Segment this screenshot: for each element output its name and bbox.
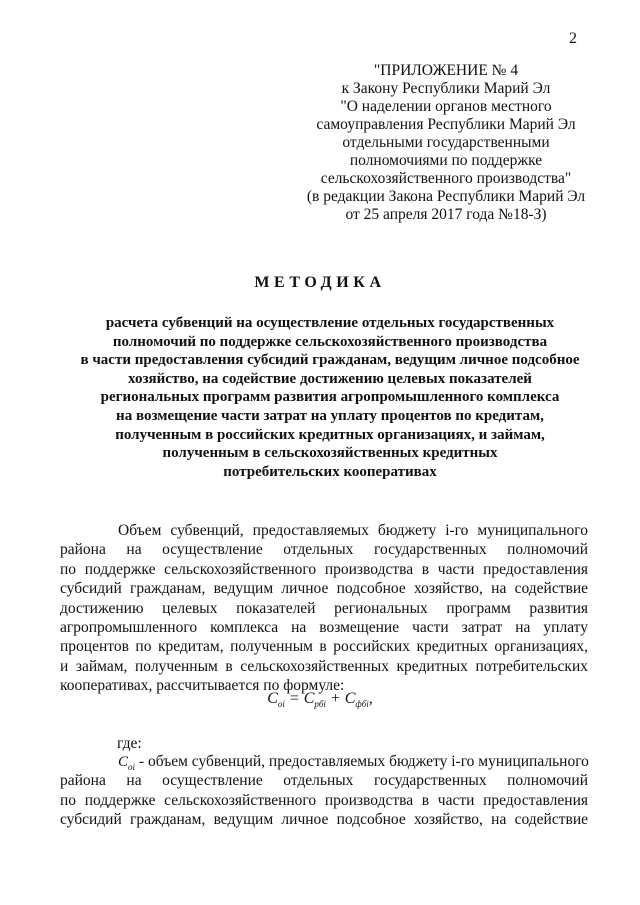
paragraph-line: субсидий гражданам, ведущим личное подсобное хозяйство, на содействие: [60, 580, 588, 598]
formula-equals: =: [284, 690, 304, 707]
subtitle-line: в части предоставления субсидий гражданам, ведущим личное подсобное: [80, 352, 580, 369]
page-number: 2: [569, 30, 577, 47]
paragraph-line: и займам, полученным в сельскохозяйственных кредитных потребительских: [60, 657, 588, 675]
formula-lhs: $C_{oi}$: [267, 690, 285, 710]
paragraph-symbol-definition: [60, 752, 588, 830]
paragraph-line: кооперативах, рассчитывается по формуле:: [60, 677, 345, 695]
formula-term-regional: $C_{рбi}$: [303, 690, 326, 710]
subtitle-line: полученным в российских кредитных организациях, и займам,: [115, 426, 545, 443]
formula-term-federal: $C_{фбi}$: [344, 690, 369, 710]
paragraph-line: $C_{oi}$ - объем субвенций, предоставляемых бюджету i-го муниципального: [118, 753, 589, 772]
paragraph-line: по поддержке сельскохозяйственного производства в части предоставления: [60, 560, 588, 578]
inline-symbol: $C_{oi}$: [118, 754, 136, 772]
paragraph-line: района на осуществление отдельных государственных полномочий: [60, 772, 588, 790]
document-title: МЕТОДИКА: [254, 274, 386, 291]
subtitle-line: на возмещение части затрат на уплату процентов по кредитам,: [116, 407, 544, 424]
subtitle-line: полученным в сельскохозяйственных кредитных: [162, 445, 498, 462]
subtitle-line: потребительских кооперативах: [223, 463, 437, 480]
document-subtitle: [60, 314, 600, 481]
subtitle-line: региональных программ развития агропромышленного комплекса: [100, 389, 560, 406]
appendix-line: отдельными государственными: [342, 134, 550, 151]
where-label: где:: [117, 735, 142, 752]
appendix-line: к Закону Республики Марий Эл: [341, 80, 551, 97]
paragraph-line: субсидий гражданам, ведущим личное подсобное хозяйство, на содействие: [60, 811, 588, 829]
subtitle-line: полномочий по поддержке сельскохозяйственного производства: [112, 333, 548, 350]
paragraph-line: процентов по кредитам, полученным в российских кредитных организациях,: [60, 638, 588, 656]
appendix-line: от 25 апреля 2017 года №18-З): [345, 206, 547, 223]
paragraph-line: района на осуществление отдельных государственных полномочий: [60, 541, 588, 559]
appendix-line: "ПРИЛОЖЕНИЕ № 4: [373, 62, 519, 79]
appendix-line: сельскохозяйственного производства": [320, 170, 572, 187]
appendix-line: самоуправления Республики Марий Эл: [316, 116, 576, 133]
paragraph-line: достижению целевых показателей региональных программ развития: [60, 599, 588, 617]
paragraph-line: Объем субвенций, предоставляемых бюджету i-го муниципального: [118, 522, 588, 539]
subtitle-line: хозяйство, на содействие достижению целевых показателей: [128, 370, 532, 387]
paragraph-line: по поддержке сельскохозяйственного производства в части предоставления: [60, 791, 588, 809]
formula: [0, 690, 640, 709]
appendix-line: "О наделении органов местного: [340, 98, 552, 115]
formula-trailing: ,: [368, 690, 373, 707]
appendix-line: (в редакции Закона Республики Марий Эл: [306, 188, 586, 205]
subtitle-line: расчета субвенций на осуществление отдельных государственных: [105, 315, 555, 331]
paragraph-line: агропромышленного комплекса на возмещение части затрат на уплату: [60, 618, 588, 636]
appendix-header: [296, 62, 596, 224]
paragraph-volume-definition: [60, 521, 588, 696]
appendix-line: полномочиями по поддержке: [349, 152, 543, 169]
formula-plus: +: [325, 690, 345, 707]
